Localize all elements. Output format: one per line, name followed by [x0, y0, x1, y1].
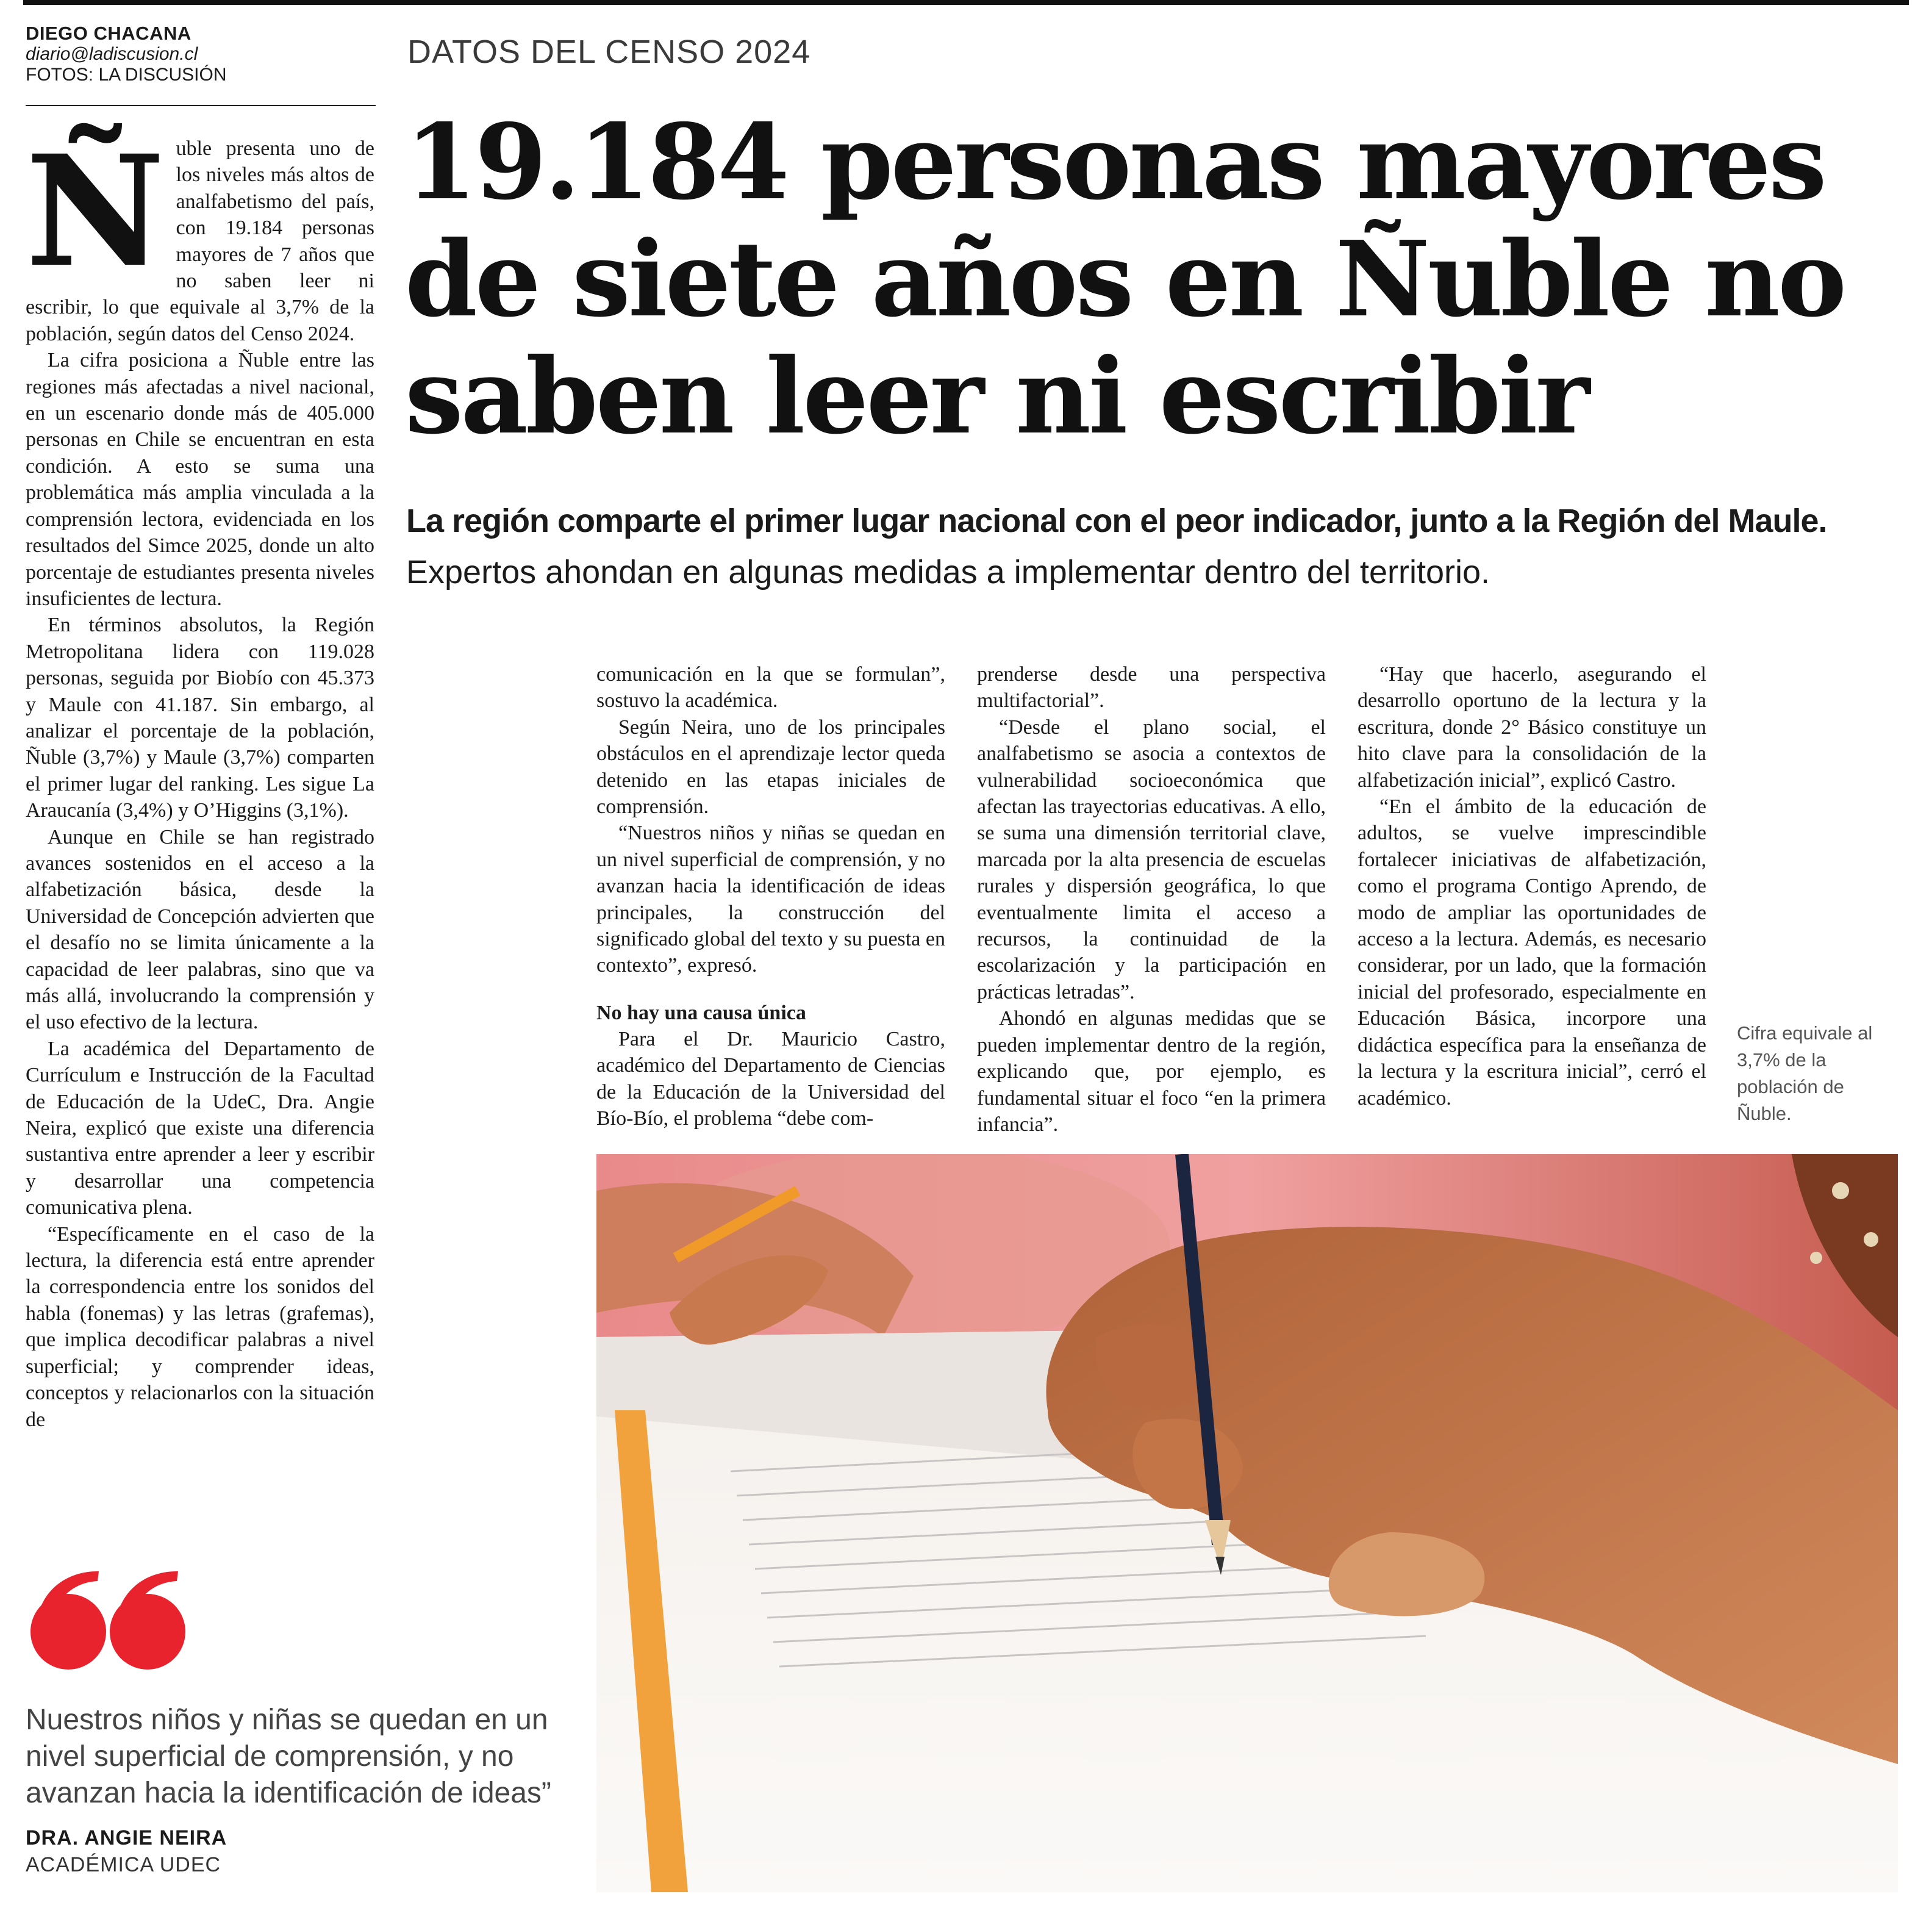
paragraph: Ahondó en algunas medidas que se pueden implementar dentro de la región, explicando que, por ejemplo, es fundamental situar el foco “en la primera infancia”. — [977, 1007, 1326, 1136]
body-column-2 — [596, 661, 945, 1132]
paragraph: Aunque en Chile se han registrado avances sostenidos en el acceso a la alfabetización básica, desde la Universidad de Concepción advierten que el desafío no se limita únicamente a la capacidad de leer palabras, sino que va más allá, involucrando la comprensión y el uso efectivo de la lectura. — [26, 825, 374, 1034]
paragraph: En términos absolutos, la Región Metropolitana lidera con 119.028 personas, seguida por Biobío con 45.373 y Maule con 41.187. Sin embargo, al analizar el porcentaje de la población, Ñuble (3,7%) y Maule (3,7%) comparten el primer lugar del ranking. Les sigue La Araucanía (3,4%) y O’Higgins (3,1%). — [26, 614, 374, 822]
body-column-4 — [1358, 661, 1706, 1111]
photo-caption: Cifra equivale al 3,7% de la población de Ñuble. — [1737, 1022, 1873, 1124]
pullquote-text: Nuestros niños y niñas se quedan en un nivel superficial de comprensión, y no avanzan hacia la identificación de ideas” — [26, 1704, 551, 1809]
headline: 19.184 personas mayores de siete años en Ñuble no saben leer ni escribir — [405, 101, 1845, 457]
byline-email: diario@ladiscusion.cl — [26, 44, 198, 64]
paragraph: Según Neira, uno de los principales obstáculos en el aprendizaje lector queda detenido en las etapas iniciales de comprensión. — [596, 716, 945, 819]
paragraph: “En el ámbito de la educación de adultos, se vuelve imprescindible fortalecer iniciativas de alfabetización, como el programa Contigo Aprendo, de modo de ampliar las oportunidades de acceso a la lectura. Además, es necesario considerar, por un lado, que la formación inicial del profesorado, especialmente en Educación Básica, incorpore una didáctica específica para la enseñanza de la lectura y la escritura inicial”, cerró el académico. — [1358, 795, 1706, 1110]
byline-author: DIEGO CHACANA — [26, 23, 191, 44]
paragraph: Para el Dr. Mauricio Castro, académico del Departamento de Ciencias de la Educación de la Universidad del Bío-Bío, el problema “debe com- — [596, 1027, 945, 1130]
paragraph: uble presenta uno de los niveles más altos de analfabetismo del país, con 19.184 personas mayores de 7 años que no saben leer ni escribir, lo que equivale al 3,7% de la población, según datos del Censo 2024. — [26, 137, 374, 345]
body-column-1 — [26, 121, 374, 1433]
quote-marks-icon — [26, 1568, 190, 1671]
paragraph: “Específicamente en el caso de la lectura, la diferencia está entre aprender la correspondencia entre los sonidos del habla (fonemas) y las letras (grafemas), que implica decodificar palabras a nivel superficial; y comprender ideas, conceptos y relacionarlos con la situación de — [26, 1222, 374, 1431]
subheading: No hay una causa única — [596, 1001, 806, 1024]
byline-photos: FOTOS: LA DISCUSIÓN — [26, 65, 227, 85]
paragraph: “Hay que hacerlo, asegurando el desarrollo oportuno de la lectura y la escritura, donde 2° Básico constituye un hito clave para la consolidación de la alfabetización inicial”, explicó Castro. — [1358, 663, 1706, 792]
paragraph: “Desde el plano social, el analfabetismo se asocia a contextos de vulnerabilidad socioeconómica que afectan las trayectorias educativas. A ello, se suma una dimensión territorial clave, marcada por la alta presencia de escuelas rurales y dispersión geográfica, lo que eventualmente limita el acceso a recursos, la continuidad de la escolarización y la participación en prácticas letradas”. — [977, 716, 1326, 1003]
deck-bold: La región comparte el primer lugar nacional con el peor indicador, junto a la Región del Maule. — [406, 503, 1827, 539]
byline — [26, 23, 379, 85]
pullquote-role: ACADÉMICA UDEC — [26, 1853, 221, 1876]
paragraph: comunicación en la que se formulan”, sostuvo la académica. — [596, 663, 945, 712]
drop-cap: Ñ — [26, 121, 165, 301]
paragraph: La académica del Departamento de Currículum e Instrucción de la Facultad de Educación de la UdeC, Dra. Angie Neira, explicó que existe una diferencia sustantiva entre aprender a leer y escribir y desarrollar una competencia comunicativa plena. — [26, 1037, 374, 1219]
photo-hand-writing — [596, 1154, 1898, 1892]
pullquote-name: DRA. ANGIE NEIRA — [26, 1826, 227, 1849]
paragraph: “Nuestros niños y niñas se quedan en un nivel superficial de comprensión, y no avanzan hacia la identificación de ideas principales, la construcción del significado global del texto y su puesta en contexto”, expresó. — [596, 822, 945, 977]
paragraph: prenderse desde una perspectiva multifactorial”. — [977, 663, 1326, 712]
section-kicker: DATOS DEL CENSO 2024 — [407, 34, 811, 70]
byline-divider — [26, 105, 376, 106]
top-rule — [23, 0, 1909, 5]
deck-regular: Expertos ahondan en algunas medidas a implementar dentro del territorio. — [406, 554, 1490, 590]
paragraph: La cifra posiciona a Ñuble entre las regiones más afectadas a nivel nacional, en un escenario donde más de 405.000 personas en Chile se encuentran en esta condición. A esto se suma una problemática más amplia vinculada a la comprensión lectora, evidenciada en los resultados del Simce 2025, donde un alto porcentaje de estudiantes presenta niveles insuficientes de lectura. — [26, 349, 374, 610]
body-column-3 — [977, 661, 1326, 1138]
deck — [406, 495, 1906, 598]
